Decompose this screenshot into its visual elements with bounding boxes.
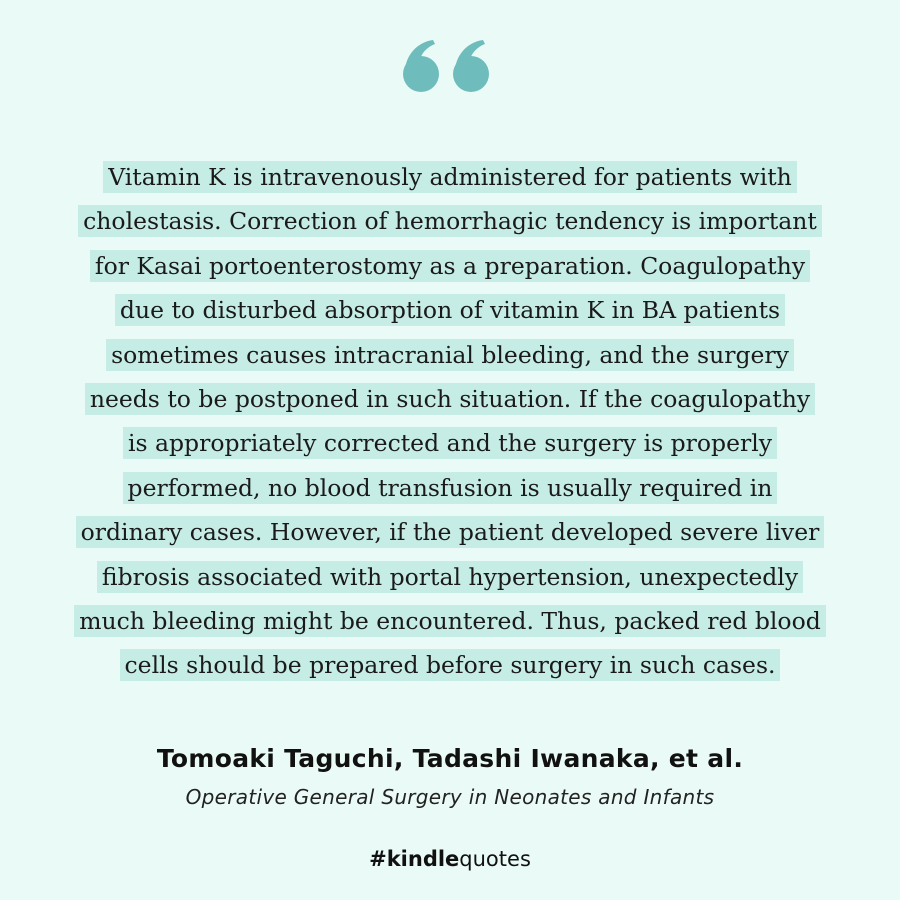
quote-line-text: performed, no blood transfusion is usually required in xyxy=(123,472,778,504)
quote-line xyxy=(40,466,860,510)
quote-line-text: sometimes causes intracranial bleeding, and the surgery xyxy=(106,339,794,371)
double-quote-icon xyxy=(0,38,900,98)
author-names: Tomoaki Taguchi, Tadashi Iwanaka, et al. xyxy=(156,744,744,773)
quote-line-text: Vitamin K is intravenously administered for patients with xyxy=(103,161,797,193)
quote-line xyxy=(40,377,860,421)
quote-line-text: is appropriately corrected and the surgery is properly xyxy=(123,427,777,459)
quote-line xyxy=(40,333,860,377)
quote-line xyxy=(40,599,860,643)
quote-line xyxy=(40,510,860,554)
kindle-quotes-hashtag xyxy=(0,847,900,871)
quote-line-text: fibrosis associated with portal hypertension, unexpectedly xyxy=(97,561,803,593)
quote-line xyxy=(40,421,860,465)
hashtag-light: quotes xyxy=(459,847,531,871)
book-title: Operative General Surgery in Neonates and Infants xyxy=(185,785,715,809)
quote-line-text: for Kasai portoenterostomy as a preparation. Coagulopathy xyxy=(90,250,810,282)
double-quote-icon-graphic xyxy=(401,38,499,94)
quote-line xyxy=(40,199,860,243)
quote-line-text: much bleeding might be encountered. Thus, packed red blood xyxy=(74,605,826,637)
quote-text xyxy=(40,155,860,688)
quote-line xyxy=(40,288,860,332)
quote-line xyxy=(40,155,860,199)
hashtag-bold: #kindle xyxy=(369,847,460,871)
quote-line-text: cholestasis. Correction of hemorrhagic tendency is important xyxy=(78,205,822,237)
quote-line xyxy=(40,555,860,599)
quote-line-text: ordinary cases. However, if the patient developed severe liver xyxy=(76,516,825,548)
quote-line xyxy=(40,244,860,288)
quote-line xyxy=(40,643,860,687)
quote-line-text: due to disturbed absorption of vitamin K in BA patients xyxy=(115,294,785,326)
quote-line-text: cells should be prepared before surgery in such cases. xyxy=(120,649,781,681)
quote-line-text: needs to be postponed in such situation. If the coagulopathy xyxy=(85,383,815,415)
